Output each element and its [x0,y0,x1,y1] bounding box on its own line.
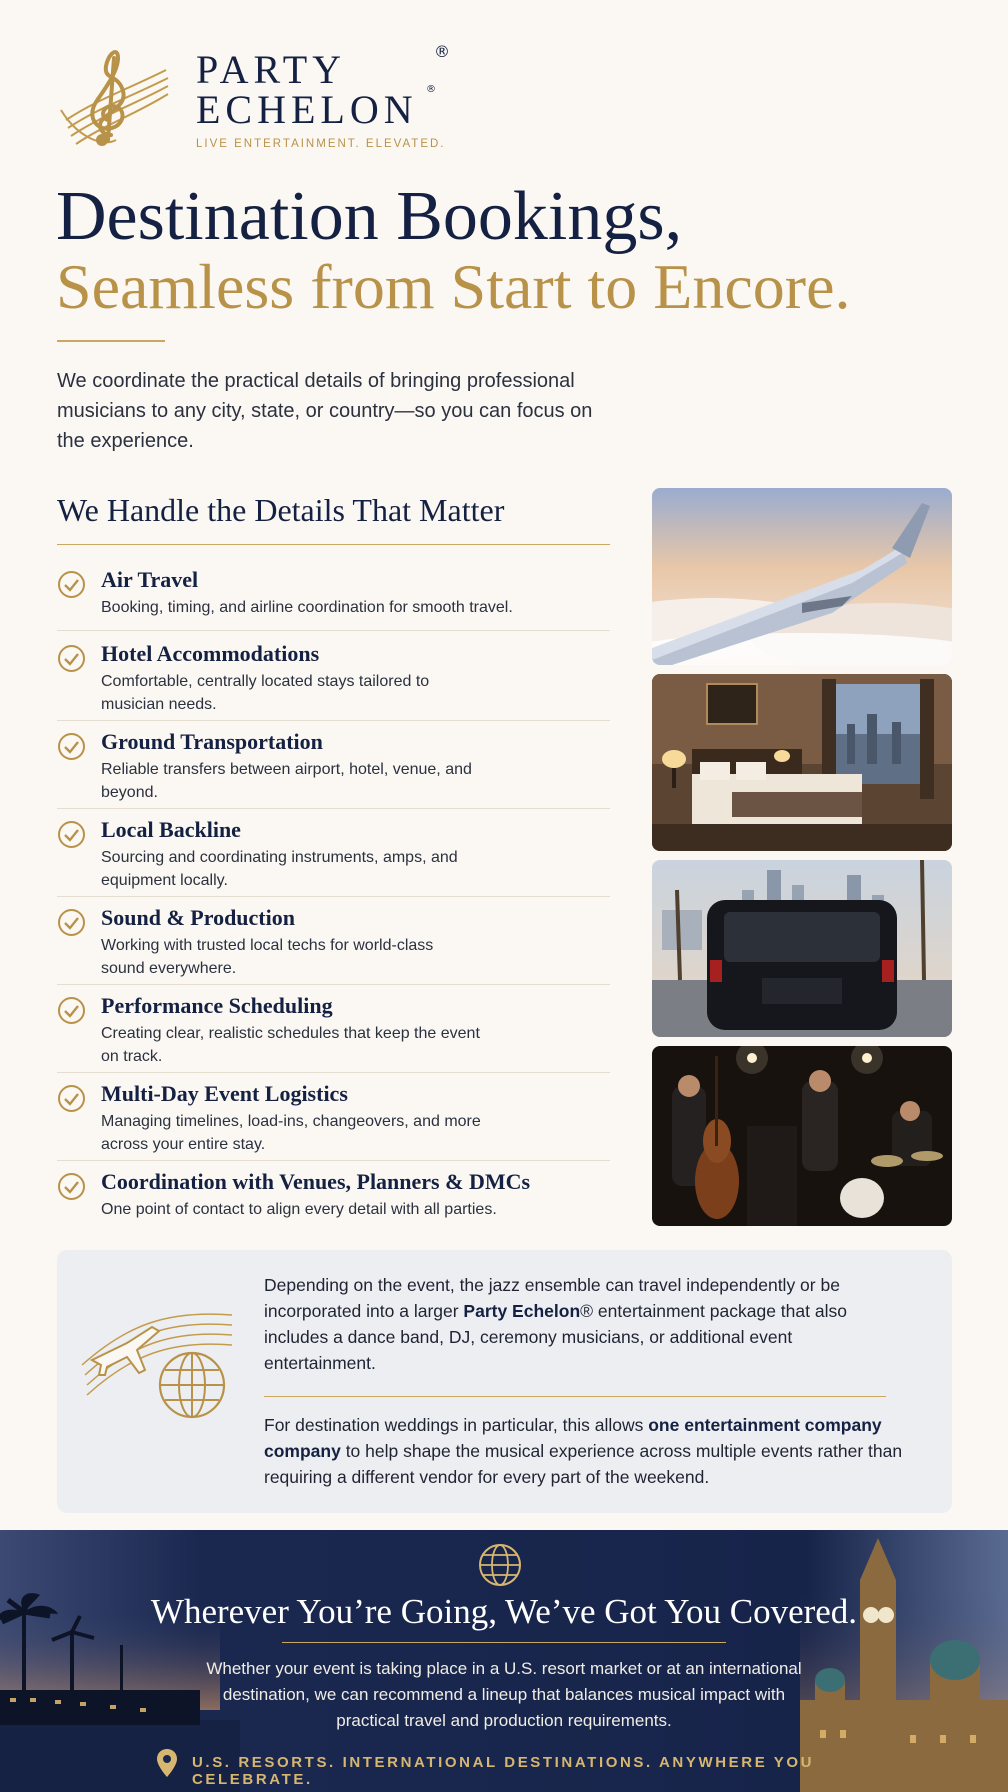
info-divider [264,1396,886,1397]
check-circle-icon [57,1172,86,1201]
item-title: Ground Transportation [101,729,323,754]
list-item-scheduling [57,992,610,1072]
item-title: Air Travel [101,567,199,592]
list-item-backline [57,816,610,896]
check-circle-icon [57,908,86,937]
item-title: Multi-Day Event Logistics [101,1081,348,1106]
list-item-ground-transport [57,728,610,808]
page-title: Destination Bookings, [56,178,683,255]
item-description: Comfortable, centrally located stays tailored to musician needs. [101,673,430,713]
registered-mark: ® [434,42,450,61]
hotel-room-photo [652,674,952,851]
item-divider [57,1072,610,1073]
item-title: Coordination with Venues, Planners & DMCs [101,1169,531,1194]
brand-name-line1: PARTY [196,47,347,92]
item-divider [57,984,610,985]
info-panel [57,1250,952,1513]
list-item-logistics [57,1080,610,1160]
list-item-coordination [57,1168,610,1228]
brand-tagline: LIVE ENTERTAINMENT. ELEVATED. [196,138,446,150]
check-circle-icon [57,732,86,761]
item-description: Sourcing and coordinating instruments, amps, and equipment locally. [101,849,458,889]
check-circle-icon [57,996,86,1025]
banner-divider [282,1642,726,1643]
list-item-hotel [57,640,610,720]
item-title: Hotel Accommodations [101,641,320,666]
emphasis-text: one entertainment company company [264,1415,882,1461]
item-description: Working with trusted local techs for world-class sound everywhere. [101,937,434,977]
item-description: Reliable transfers between airport, hotel, venue, and beyond. [101,761,472,801]
intro-paragraph: We coordinate the practical details of bringing professional musicians to any city, state, or country—so you can focus on the experience. [57,370,593,452]
footer-banner [0,1530,1008,1792]
check-circle-icon [57,644,86,673]
info-paragraph-1: Depending on the event, the jazz ensemble can travel independently or be incorporated into a larger Party Echelon® entertainment package that also includes a dance band, DJ, ceremony musicians, or additional event entertainment. [264,1275,847,1373]
check-circle-icon [57,570,86,599]
item-title: Local Backline [101,817,241,842]
treble-clef-icon [56,40,171,150]
details-heading: We Handle the Details That Matter [57,492,505,528]
list-item-air-travel [57,566,610,630]
banner-footer-text: U.S. RESORTS. INTERNATIONAL DESTINATIONS. ANYWHERE YOU CELEBRATE. [192,1754,815,1788]
jazz-band-photo [652,1046,952,1226]
brand-logo [56,40,456,155]
map-pin-icon [156,1748,178,1778]
airplane-wing-photo [652,488,952,665]
van-city-photo [652,860,952,1037]
banner-footer [150,1748,870,1788]
item-divider [57,1160,610,1161]
item-divider [57,630,610,631]
banner-text: Whether your event is taking place in a U.S. resort market or at an international destination, we can recommend a lineup that balances musical impact with practical travel and production requirements. [206,1659,802,1730]
check-circle-icon [57,820,86,849]
list-item-sound [57,904,610,984]
item-description: Creating clear, realistic schedules that keep the event on track. [101,1025,480,1065]
brand-mention: Party Echelon [463,1301,581,1321]
info-paragraph-2: For destination weddings in particular, this allows one entertainment company company to help shape the musical experience across multiple events rather than requiring a different vendor for every part of the weekend. [264,1415,903,1487]
item-description: Booking, timing, and airline coordination for smooth travel. [101,599,513,616]
brand-name-line2: ECHELON [196,87,418,132]
item-description: One point of contact to align every detail with all parties. [101,1201,497,1218]
item-divider [57,720,610,721]
check-circle-icon [57,1084,86,1113]
banner-title: Wherever You’re Going, We’ve Got You Covered. [150,1592,858,1631]
item-divider [57,808,610,809]
hero-divider [57,340,165,342]
page-subtitle: Seamless from Start to Encore. [56,251,851,322]
details-divider [57,544,610,545]
item-title: Performance Scheduling [101,993,333,1018]
item-divider [57,896,610,897]
item-description: Managing timelines, load-ins, changeovers, and more across your entire stay. [101,1113,481,1153]
item-title: Sound & Production [101,905,295,930]
registered-mark-small: ® [426,84,436,95]
travel-globe-icon [77,1305,237,1425]
